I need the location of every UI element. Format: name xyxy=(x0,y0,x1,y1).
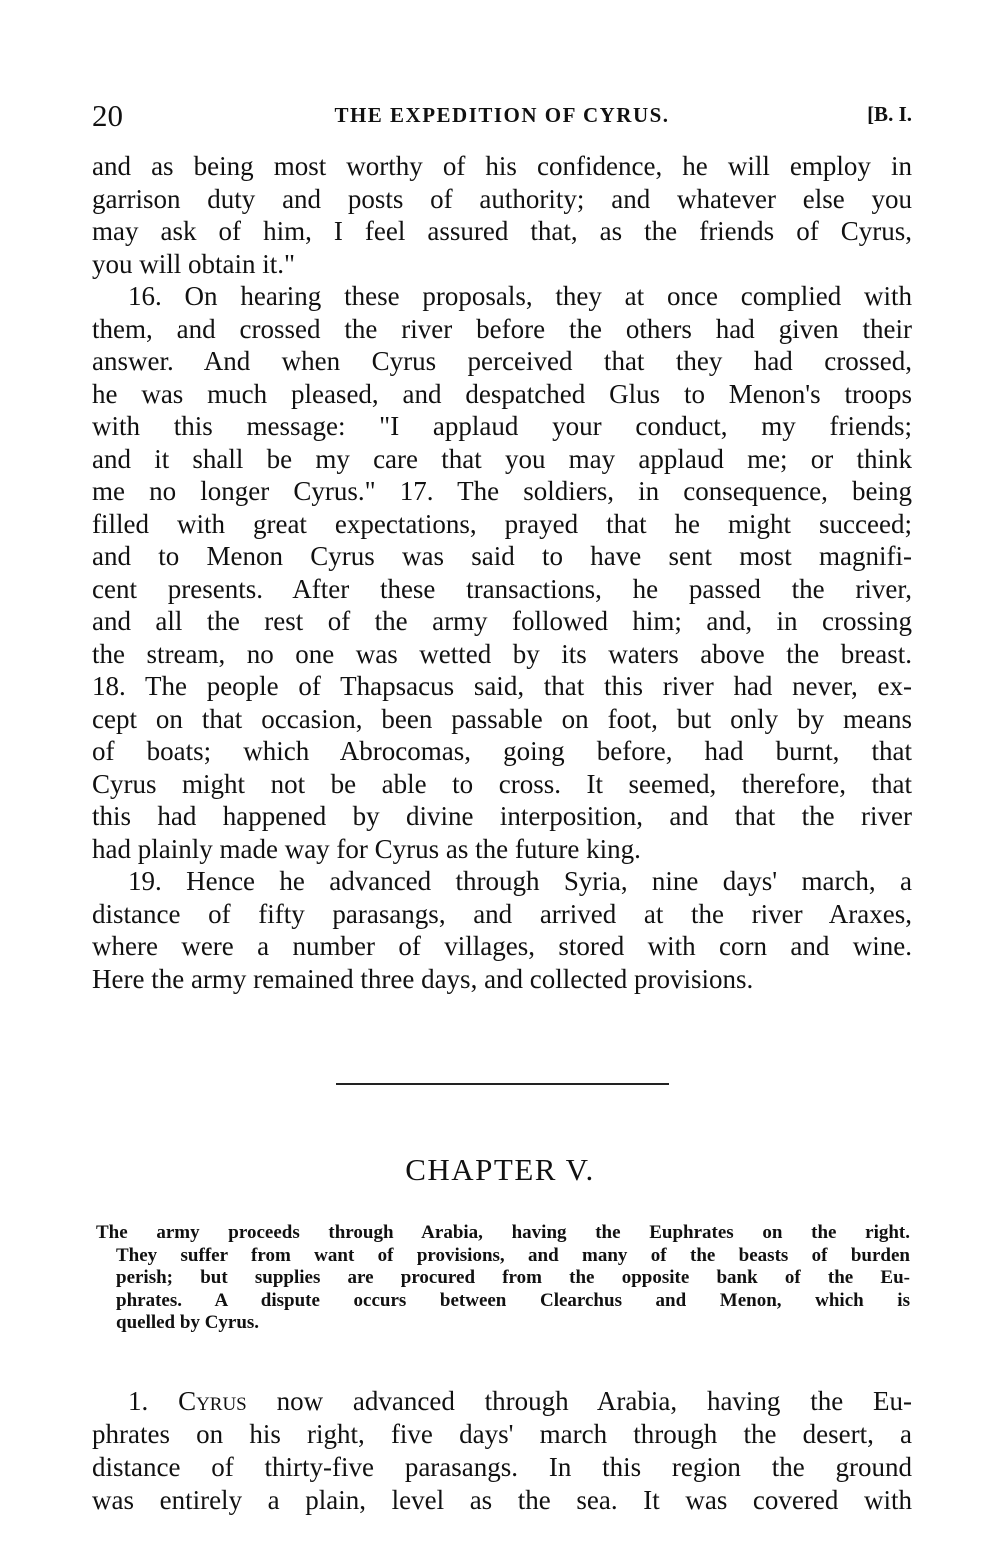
text-line: garrison duty and posts of authority; and whatever else you xyxy=(92,183,912,214)
summary-line: perish; but supplies are procured from the opposite bank of the Eu- xyxy=(116,1267,910,1288)
text-line: 16. On hearing these proposals, they at once complied with xyxy=(128,281,912,311)
text-line: cept on that occasion, been passable on foot, but only by means xyxy=(92,703,912,734)
text-line: phrates on his right, five days' march through the desert, a xyxy=(92,1419,912,1449)
text-line: distance of thirty-five parasangs. In this region the ground xyxy=(92,1452,912,1482)
running-head xyxy=(92,98,912,132)
text-line xyxy=(92,1385,912,1418)
text-line: where were a number of villages, stored with corn and wine. xyxy=(92,931,912,961)
text-line: this had happened by divine interposition, and that the river xyxy=(92,801,912,831)
chapter-opening xyxy=(92,1385,912,1517)
text-line: and to Menon Cyrus was said to have sent most magnifi- xyxy=(92,541,912,571)
summary-line: phrates. A dispute occurs between Clearchus and Menon, which is xyxy=(116,1289,910,1311)
text-line: them, and crossed the river before the others had given their xyxy=(92,313,912,344)
chapter-heading: CHAPTER V. xyxy=(405,1152,595,1187)
text-line: 18. The people of Thapsacus said, that this river had never, ex- xyxy=(92,671,912,701)
chapter-summary xyxy=(96,1222,910,1335)
text-line: and all the rest of the army followed him; and, in crossing xyxy=(92,606,912,636)
text-line: of boats; which Abrocomas, going before, had burnt, that xyxy=(92,736,912,766)
text-line: cent presents. After these transactions, he passed the river, xyxy=(92,573,912,604)
text-line: with this message: "I applaud your conduct, my friends; xyxy=(92,411,912,441)
page-number: 20 xyxy=(92,98,123,133)
text-line: filled with great expectations, prayed that he might succeed; xyxy=(92,508,912,539)
opening-name: Cyrus xyxy=(178,1386,247,1416)
body-text xyxy=(92,150,912,995)
text-line: distance of fifty parasangs, and arrived at the river Araxes, xyxy=(92,898,912,929)
summary-line: quelled by Cyrus. xyxy=(116,1312,260,1333)
summary-line: The army proceeds through Arabia, having the Euphrates on the right. xyxy=(96,1222,910,1243)
text-line: and it shall be my care that you may applaud me; or think xyxy=(92,443,912,474)
section-divider xyxy=(336,1083,669,1085)
text-line: me no longer Cyrus." 17. The soldiers, in consequence, being xyxy=(92,476,912,506)
opening-text: now advanced through Arabia, having the Eu- xyxy=(276,1386,913,1416)
text-line: you will obtain it." xyxy=(92,248,296,279)
text-line: answer. And when Cyrus perceived that they had crossed, xyxy=(92,346,912,376)
text-line: the stream, no one was wetted by its waters above the breast. xyxy=(92,638,912,669)
text-line: had plainly made way for Cyrus as the future king. xyxy=(92,833,641,864)
running-title: THE EXPEDITION OF CYRUS. xyxy=(334,103,670,127)
text-line: he was much pleased, and despatched Glus to Menon's troops xyxy=(92,378,912,409)
text-line: and as being most worthy of his confidence, he will employ in xyxy=(92,151,912,181)
text-line: may ask of him, I feel assured that, as the friends of Cyrus, xyxy=(92,216,912,246)
text-line: was entirely a plain, level as the sea. It was covered with xyxy=(92,1485,912,1515)
book-label: [B. I. xyxy=(867,102,912,126)
text-line: 19. Hence he advanced through Syria, nine days' march, a xyxy=(128,866,912,896)
text-line: Cyrus might not be able to cross. It seemed, therefore, that xyxy=(92,768,912,799)
summary-line: They suffer from want of provisions, and many of the beasts of burden xyxy=(116,1244,910,1266)
section-number: 1. xyxy=(128,1386,149,1416)
text-line: Here the army remained three days, and collected provisions. xyxy=(92,963,754,994)
